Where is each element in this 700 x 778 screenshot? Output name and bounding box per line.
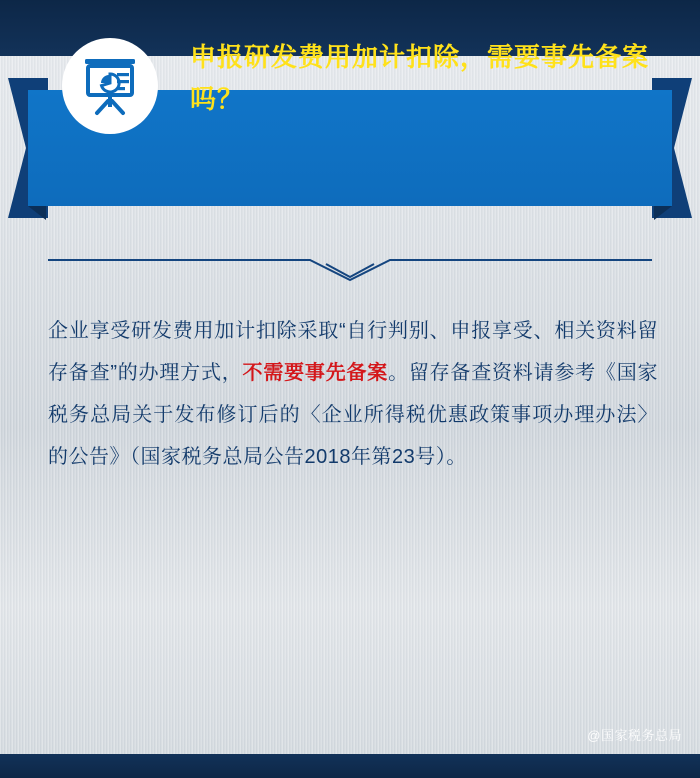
body-paragraph: [48, 310, 658, 478]
watermark: @国家税务总局: [587, 728, 682, 743]
bottom-band: [0, 754, 700, 778]
page-title: 申报研发费用加计扣除，需要事先备案吗？: [190, 42, 650, 114]
body-text-part-1: 企业享受研发费用加计扣除采取“自行判别、申报享受、相关资料留存备查”的办理方式，: [48, 320, 658, 384]
chevron-down-divider: [48, 246, 652, 286]
body-text-highlight: 不需要事先备案: [242, 362, 389, 384]
presentation-chart-icon: [62, 38, 158, 134]
body-text-part-2: 。留存备查资料请参考《国家税务总局关于发布修订后的〈企业所得税优惠政策事项办理办法〉的公告》（国家税务总局公告2018年第23号）。: [48, 362, 659, 468]
